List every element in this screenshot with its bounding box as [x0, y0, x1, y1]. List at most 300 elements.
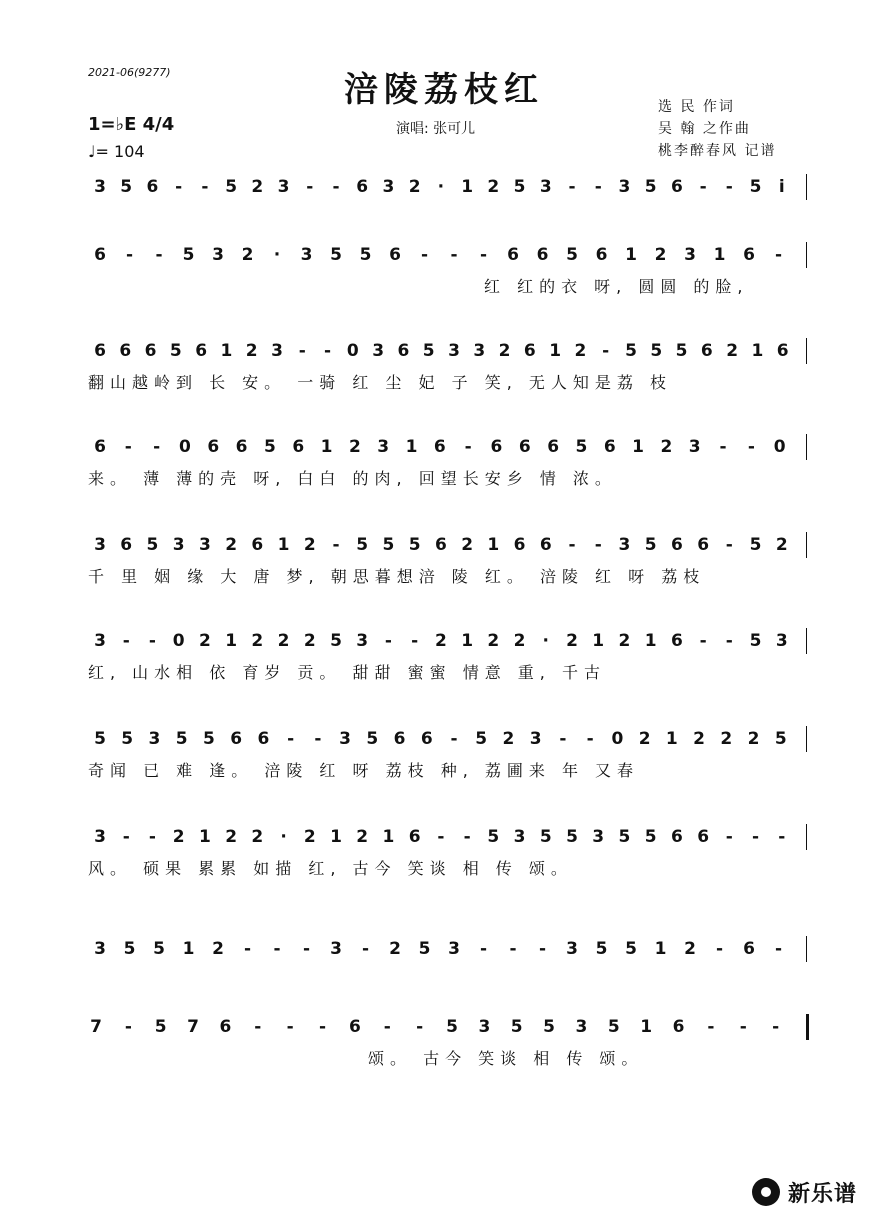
note: 2 — [225, 827, 238, 847]
note: 3 — [356, 631, 369, 651]
note: - — [594, 535, 602, 555]
note: 1 — [665, 729, 678, 749]
note: 6 — [230, 729, 243, 749]
record-icon — [752, 1178, 780, 1206]
lyric-line — [0, 370, 888, 394]
note: 0 — [172, 631, 185, 651]
note: - — [707, 1017, 715, 1037]
note: 1 — [225, 631, 238, 651]
note: 6 — [507, 245, 519, 265]
note: 6 — [743, 245, 755, 265]
note: 2 — [172, 827, 185, 847]
composer-credit: 吴 翰 之作曲 — [658, 121, 751, 137]
note: 3 — [172, 535, 185, 555]
note: 2 — [638, 729, 651, 749]
note: - — [153, 437, 161, 457]
note: 6 — [518, 437, 531, 457]
note: 5 — [539, 827, 552, 847]
note: - — [148, 631, 156, 651]
note: 6 — [595, 245, 608, 265]
note: 5 — [359, 245, 372, 265]
note: 6 — [523, 341, 536, 361]
note: - — [383, 1017, 391, 1037]
note: 5 — [366, 729, 379, 749]
note: 2 — [408, 177, 421, 197]
note: - — [437, 827, 445, 847]
note: 6 — [94, 245, 106, 265]
note: 5 — [595, 939, 608, 959]
note: 1 — [220, 341, 233, 361]
note: - — [302, 939, 311, 959]
note: 6 — [195, 341, 208, 361]
note: 5 — [644, 827, 657, 847]
note: 6 — [389, 245, 401, 265]
note: 5 — [513, 177, 526, 197]
note: 5 — [422, 341, 435, 361]
note: · — [542, 631, 549, 651]
note: 1 — [461, 177, 474, 197]
note: 5 — [650, 341, 663, 361]
note: 3 — [94, 177, 106, 197]
note: - — [725, 631, 733, 651]
note: 2 — [251, 631, 264, 651]
note: 3 — [448, 341, 460, 361]
note: - — [411, 631, 419, 651]
note: 2 — [251, 177, 264, 197]
note: - — [699, 631, 707, 651]
note: - — [148, 827, 156, 847]
note: 0 — [179, 437, 191, 457]
note: - — [479, 245, 488, 265]
note: - — [122, 827, 130, 847]
note: 1 — [644, 631, 657, 651]
note: 5 — [330, 245, 342, 265]
lyric-text: 翻山越岭到 长 安。 一骑 红 尘 妃 子 笑, 无人知是荔 枝 — [88, 373, 672, 392]
lyric-line — [0, 758, 888, 782]
bar-line — [806, 174, 807, 200]
note: 5 — [510, 1017, 523, 1037]
note: 3 — [513, 827, 526, 847]
note: 6 — [420, 729, 433, 749]
notation-line — [0, 626, 888, 656]
note: 6 — [119, 341, 132, 361]
note: 6 — [251, 535, 264, 555]
note: 6 — [94, 437, 106, 457]
note: 6 — [219, 1017, 232, 1037]
note: 5 — [625, 341, 637, 361]
note: 5 — [154, 1017, 167, 1037]
note: - — [124, 437, 132, 457]
note: - — [568, 535, 576, 555]
note: 5 — [175, 729, 188, 749]
bar-line — [806, 434, 807, 460]
lyric-line — [0, 660, 888, 684]
note: 1 — [654, 939, 667, 959]
note: 6 — [539, 535, 552, 555]
note: 6 — [408, 827, 421, 847]
note: - — [306, 177, 314, 197]
note: 3 — [382, 177, 395, 197]
note: - — [772, 1017, 780, 1037]
note: 3 — [94, 939, 106, 959]
lyric-text: 红, 山水相 依 育岁 贡。 甜甜 蜜蜜 情意 重, 千古 — [88, 663, 606, 682]
note: 2 — [566, 631, 578, 651]
note: 3 — [566, 939, 578, 959]
note: 3 — [688, 437, 701, 457]
lyric-line — [0, 856, 888, 880]
logo-text: 新乐谱 — [788, 1181, 858, 1207]
note: 3 — [277, 177, 290, 197]
note: 5 — [203, 729, 215, 749]
note: 3 — [94, 827, 106, 847]
note: 6 — [670, 535, 683, 555]
note: 5 — [749, 535, 762, 555]
note: 5 — [330, 631, 342, 651]
note: 6 — [700, 341, 713, 361]
note: 2 — [684, 939, 696, 959]
tempo-marking: ♩= 104 — [88, 142, 145, 161]
note: 5 — [625, 939, 637, 959]
note: 6 — [257, 729, 270, 749]
note: - — [416, 1017, 424, 1037]
note: 3 — [148, 729, 161, 749]
note: - — [124, 1017, 132, 1037]
note: - — [715, 939, 724, 959]
notation-line — [0, 822, 888, 852]
note: 0 — [611, 729, 624, 749]
note: 5 — [94, 729, 106, 749]
notation-line — [0, 724, 888, 754]
note: 5 — [749, 177, 762, 197]
note: 5 — [123, 939, 136, 959]
logo — [752, 1176, 857, 1208]
note: 2 — [775, 535, 788, 555]
note: 6 — [393, 729, 406, 749]
note: · — [437, 177, 445, 197]
note: 3 — [94, 631, 106, 651]
note: - — [254, 1017, 262, 1037]
note: - — [273, 939, 281, 959]
lyric-line — [0, 564, 888, 588]
bar-line — [806, 242, 807, 268]
note: 1 — [320, 437, 333, 457]
note: - — [774, 939, 783, 959]
note: 2 — [277, 631, 290, 651]
key-signature: 1=♭E 4/4 — [88, 114, 175, 135]
note: 2 — [245, 341, 258, 361]
note: 1 — [751, 341, 764, 361]
note: 5 — [446, 1017, 458, 1037]
note: 5 — [774, 729, 787, 749]
notation-line — [0, 934, 888, 964]
note: 5 — [418, 939, 431, 959]
note: 2 — [212, 939, 224, 959]
notation-line — [0, 1012, 888, 1042]
note: - — [568, 177, 576, 197]
note: 1 — [198, 827, 211, 847]
note: - — [594, 177, 602, 197]
note: i — [778, 177, 785, 197]
note: - — [122, 631, 130, 651]
note: 1 — [632, 437, 644, 457]
note: 3 — [775, 631, 788, 651]
note: - — [725, 177, 733, 197]
note: 2 — [502, 729, 515, 749]
score-code: 2021-06(9277) — [88, 66, 171, 79]
note: 6 — [348, 1017, 361, 1037]
note: - — [420, 245, 429, 265]
notation-line — [0, 336, 888, 366]
note: 5 — [263, 437, 276, 457]
note: 5 — [566, 827, 578, 847]
lyric-text: 来。 薄 薄的壳 呀, 白白 的肉, 回望长安乡 情 浓。 — [88, 469, 617, 488]
note: 3 — [271, 341, 283, 361]
note: 5 — [225, 177, 238, 197]
note: 2 — [303, 827, 316, 847]
bar-line — [806, 532, 807, 558]
note: 3 — [618, 177, 631, 197]
note: 2 — [498, 341, 511, 361]
note: 1 — [277, 535, 290, 555]
note: 5 — [182, 245, 195, 265]
note: 5 — [543, 1017, 555, 1037]
note: - — [538, 939, 547, 959]
note: 5 — [356, 535, 369, 555]
note: 6 — [292, 437, 305, 457]
note: - — [175, 177, 183, 197]
note: 2 — [720, 729, 733, 749]
note: - — [361, 939, 370, 959]
note: - — [778, 827, 786, 847]
note: 2 — [513, 631, 526, 651]
note: 3 — [372, 341, 385, 361]
notation-line — [0, 172, 888, 202]
note: 6 — [235, 437, 248, 457]
lyric-text: 颂。 古今 笑谈 相 传 颂。 — [368, 1049, 644, 1068]
lyric-line — [0, 1046, 888, 1070]
note: - — [450, 729, 458, 749]
note: 3 — [539, 177, 552, 197]
note: 2 — [618, 631, 631, 651]
note: 3 — [339, 729, 351, 749]
note: - — [332, 535, 340, 555]
note: 2 — [241, 245, 254, 265]
note: 2 — [198, 631, 211, 651]
note: 2 — [747, 729, 760, 749]
note: 3 — [529, 729, 542, 749]
note: 5 — [644, 177, 657, 197]
note: - — [319, 1017, 327, 1037]
note: - — [125, 245, 134, 265]
note: 6 — [490, 437, 503, 457]
note: 1 — [592, 631, 605, 651]
note: - — [450, 245, 458, 265]
lyric-text: 千 里 姻 缘 大 唐 梦, 朝思暮想涪 陵 红。 涪陵 红 呀 荔枝 — [88, 567, 706, 586]
note: 2 — [434, 631, 447, 651]
note: 3 — [448, 939, 460, 959]
note: - — [324, 341, 332, 361]
note: 6 — [94, 341, 106, 361]
note: 1 — [640, 1017, 653, 1037]
notation-line — [0, 240, 888, 270]
note: 2 — [693, 729, 705, 749]
note: - — [586, 729, 594, 749]
note: - — [201, 177, 209, 197]
note: - — [719, 437, 727, 457]
note: 5 — [487, 827, 500, 847]
note: 2 — [225, 535, 238, 555]
note: - — [774, 245, 783, 265]
note: 6 — [670, 631, 683, 651]
note: 5 — [618, 827, 631, 847]
note: - — [479, 939, 488, 959]
bar-line — [806, 824, 807, 850]
note: - — [602, 341, 610, 361]
note: 5 — [146, 535, 159, 555]
transcriber-credit: 桃李醉春风 记谱 — [658, 143, 777, 159]
note: 6 — [513, 535, 526, 555]
lyric-line — [0, 466, 888, 490]
note: 1 — [625, 245, 637, 265]
note: 3 — [300, 245, 313, 265]
note: - — [699, 177, 707, 197]
note: 3 — [330, 939, 342, 959]
note: 0 — [773, 437, 786, 457]
note: 5 — [675, 341, 688, 361]
note: 2 — [487, 631, 500, 651]
note: - — [298, 341, 306, 361]
note: 1 — [461, 631, 474, 651]
note: 2 — [654, 245, 667, 265]
note: 6 — [146, 177, 159, 197]
note: 3 — [618, 535, 631, 555]
note: 5 — [153, 939, 165, 959]
note: 6 — [670, 827, 683, 847]
note: 3 — [212, 245, 224, 265]
note: · — [273, 245, 281, 265]
note: 5 — [749, 631, 762, 651]
page-title: 涪陵荔枝红 — [344, 70, 544, 110]
note: 2 — [303, 631, 316, 651]
note: 6 — [603, 437, 616, 457]
lyricist-credit: 选 民 作词 — [658, 99, 735, 115]
lyric-text: 奇闻 已 难 逢。 涪陵 红 呀 荔枝 种, 荔圃来 年 又春 — [88, 761, 640, 780]
note: 6 — [120, 535, 133, 555]
note: 1 — [405, 437, 418, 457]
note: 3 — [684, 245, 696, 265]
note: - — [739, 1017, 747, 1037]
lyric-line — [0, 274, 888, 298]
lyric-text: 风。 硕果 累累 如描 红, 古今 笑谈 相 传 颂。 — [88, 859, 573, 878]
note: - — [747, 437, 755, 457]
note: 1 — [487, 535, 500, 555]
bar-line — [806, 1014, 809, 1040]
note: 3 — [575, 1017, 588, 1037]
bar-line — [806, 936, 807, 962]
note: 3 — [94, 535, 106, 555]
note: 5 — [607, 1017, 620, 1037]
note: - — [464, 437, 472, 457]
note: 2 — [303, 535, 316, 555]
note: - — [384, 631, 392, 651]
note: - — [287, 729, 295, 749]
note: 2 — [356, 827, 369, 847]
note: 5 — [169, 341, 182, 361]
note: 6 — [547, 437, 560, 457]
note: - — [314, 729, 322, 749]
note: 1 — [382, 827, 395, 847]
note: 2 — [251, 827, 264, 847]
note: 6 — [697, 827, 710, 847]
note: 7 — [90, 1017, 102, 1037]
note: - — [332, 177, 340, 197]
note: 7 — [187, 1017, 199, 1037]
note: - — [509, 939, 517, 959]
note: 5 — [475, 729, 488, 749]
note: 6 — [144, 341, 157, 361]
note: 6 — [743, 939, 755, 959]
note: 1 — [713, 245, 726, 265]
note: 6 — [207, 437, 220, 457]
note: 1 — [330, 827, 342, 847]
note: 6 — [776, 341, 789, 361]
note: 0 — [346, 341, 359, 361]
note: 6 — [670, 177, 683, 197]
note: - — [752, 827, 760, 847]
note: 6 — [433, 437, 446, 457]
note: 1 — [182, 939, 195, 959]
notation-line — [0, 432, 888, 462]
note: 6 — [397, 341, 410, 361]
notation-line — [0, 530, 888, 560]
note: 2 — [461, 535, 474, 555]
note: 5 — [121, 729, 134, 749]
note: 5 — [408, 535, 421, 555]
note: 3 — [478, 1017, 491, 1037]
note: 5 — [575, 437, 588, 457]
lyric-text: 红 红的衣 呀, 圆圆 的脸, — [484, 277, 749, 296]
note: 6 — [356, 177, 369, 197]
note: 2 — [389, 939, 401, 959]
note: · — [280, 827, 287, 847]
note: 3 — [592, 827, 605, 847]
note: 6 — [434, 535, 447, 555]
bar-line — [806, 338, 807, 364]
note: 5 — [566, 245, 578, 265]
note: 2 — [487, 177, 500, 197]
note: - — [725, 535, 733, 555]
note: - — [725, 827, 733, 847]
note: 2 — [574, 341, 587, 361]
note: - — [155, 245, 163, 265]
note: 5 — [644, 535, 657, 555]
note: - — [559, 729, 567, 749]
note: 3 — [473, 341, 486, 361]
note: 2 — [348, 437, 361, 457]
singer-credit: 演唱: 张可儿 — [396, 121, 476, 137]
bar-line — [806, 628, 807, 654]
note: 2 — [726, 341, 739, 361]
note: 1 — [549, 341, 562, 361]
bar-line — [806, 726, 807, 752]
note: - — [286, 1017, 294, 1037]
note: - — [243, 939, 252, 959]
note: 6 — [697, 535, 710, 555]
note: 5 — [120, 177, 133, 197]
note: 2 — [660, 437, 673, 457]
note: 6 — [672, 1017, 685, 1037]
note: - — [463, 827, 471, 847]
